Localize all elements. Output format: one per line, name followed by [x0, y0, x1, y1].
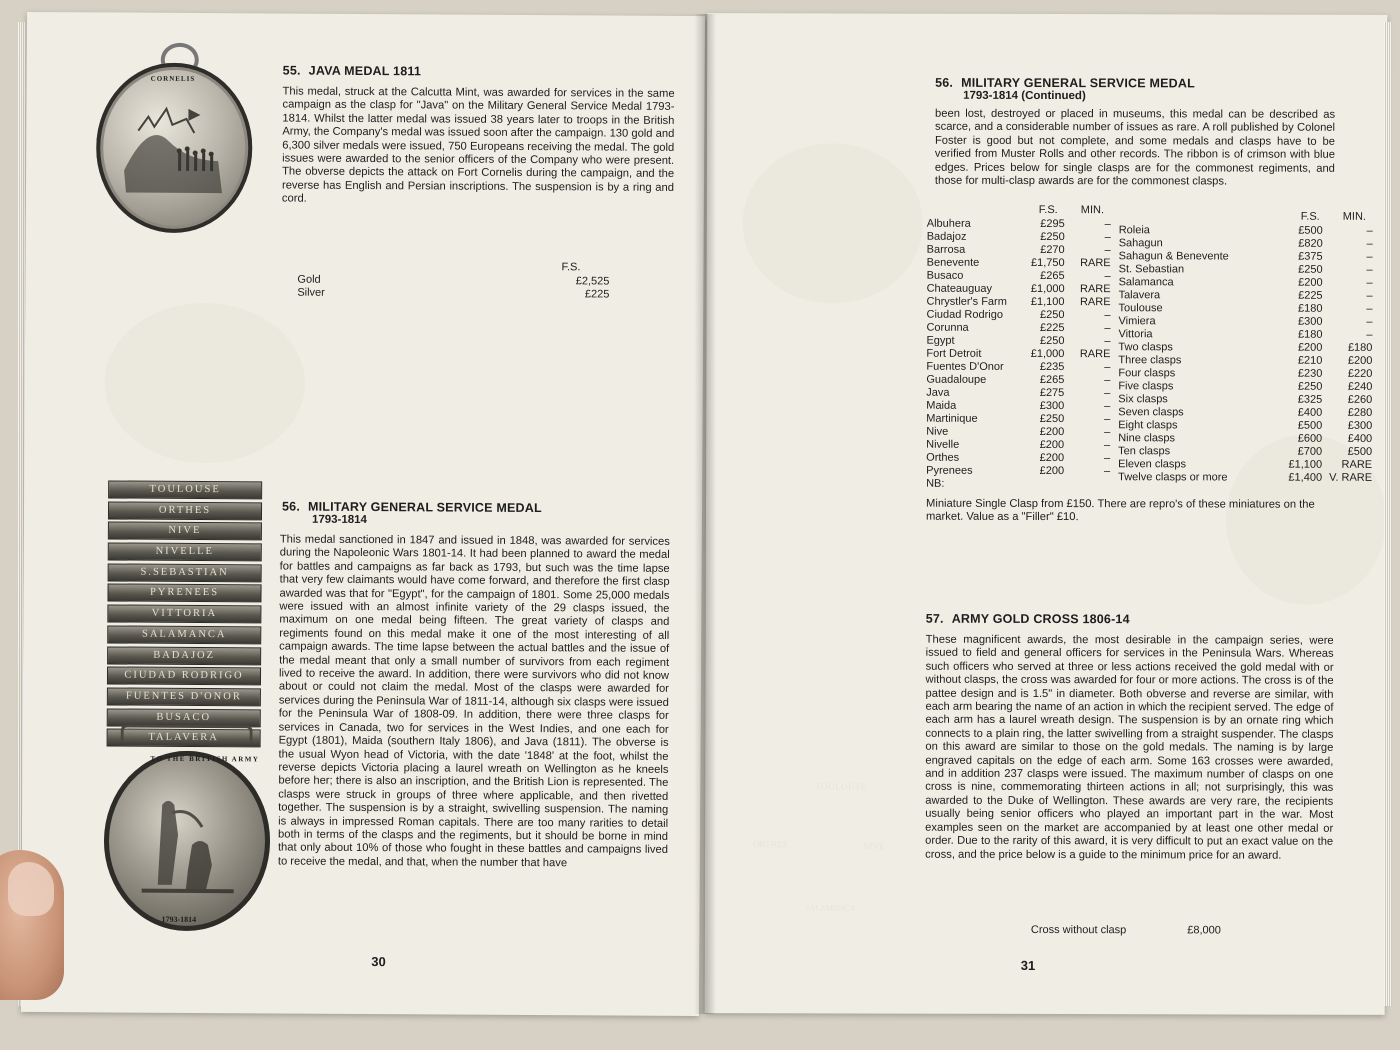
book-spine-shadow — [694, 14, 716, 1014]
table-cell: £180 — [1347, 341, 1373, 354]
table-cell: Albuhera — [926, 217, 971, 230]
java-body-text: This medal, struck at the Calcutta Mint, was awarded for services in the same campaign as the clasp for "Java" on the Military General Service Medal 1793-1814. Whilst the latter medal was issued 38 years later to troops in the British Army, the Company's medal was issued soon after the campaign. 130 gold and 6,300 silver medals were issued, 750 Europeans receiving the medal. The gold issues were awarded to the senior officers of the Company who were present. The obverse depicts the attack on Fort Cornelis during the campaign, and the reverse has English and Persian inscriptions. The suspension is by a ring and cord. — [281, 85, 675, 205]
price-label: Gold — [297, 273, 321, 286]
table-cell: – — [1366, 328, 1373, 341]
table-cell: Chateauguay — [926, 282, 993, 295]
table-cell: £1,100 — [1288, 458, 1323, 471]
table-cell: £200 — [1298, 276, 1323, 289]
table-cell: – — [1104, 244, 1111, 257]
table-cell: £250 — [1040, 308, 1065, 322]
table-cell: Pyrenees — [926, 464, 973, 477]
table-cell: Maida — [926, 399, 957, 412]
miniature-footnote: Miniature Single Clasp from £150. There are repro's of these miniatures on the market. Value as a "Filler" £10. — [925, 497, 1315, 524]
table-cell: £400 — [1347, 432, 1373, 445]
table-cell: Nive — [926, 425, 949, 438]
table-cell: Egypt — [926, 334, 955, 347]
mgs-body-text: This medal sanctioned in 1847 and issued in 1848, was awarded for services during the Napoleonic Wars 1801-14. It had been planned to award the medal for battles and campaigns as far back as 1793, but such was the time lapse that very few claimants would have come forward, and therefore the first clasp awarded was that for "Egypt", for the campaign of 1801. Some 25,000 medals were issued with an almost infinite variety of the 29 clasps issued, the maximum on one medal being fifteen. The great variety of clasps and regiments found on this medal make it one of the most interesting of all campaign awards. The time lapse between the actual battles and the issue of the medal meant that only a small number of survivors from each regiment lived to receive the award. In addition, there were survivors who did not know about or could not claim the medal. Most of the clasps were awarded for services during the Peninsula War of 1811-14, although six clasps were issued for the Peninsula War of 1808-09. In addition, there were three clasps for services in Canada, two for services in the West Indies, and one each for Egypt (1801), Maida (southern Italy 1806), and Java (1811). The obverse is the usual Wyon head of Victoria, with the date '1848' at the foot, whilst the reverse depicts Victoria placing a laurel wreath on Wellington as he kneels before her; there is also an inscription, and the British Lion is represented. The clasps were struck in groups of three where applicable, and then rivetted together. The suspension is by a straight, swivelling suspension. The naming is always in impressed Roman capitals. There are too many rarities to detail both in terms of the clasps and the regiments, but it should be borne in mind that only about 10% of those who fought in these battles and campaigns lived to receive the medal, and that, when the number that have — [277, 533, 670, 870]
table-cell: – — [1104, 231, 1111, 244]
open-book — [18, 14, 1390, 1034]
table-cell: – — [1366, 302, 1373, 315]
table-cell: Corunna — [926, 321, 969, 334]
clasp-bar: TOULOUSE — [108, 480, 262, 499]
clasp-bar: BUSACO — [107, 708, 261, 727]
table-cell: Talavera — [1118, 289, 1161, 302]
table-cell: £820 — [1298, 237, 1323, 250]
table-cell: V. RARE — [1329, 471, 1373, 484]
table-right-fs-col — [1272, 225, 1323, 485]
table-cell: £500 — [1347, 445, 1373, 458]
table-cell: £200 — [1039, 464, 1065, 478]
table-cell: £300 — [1039, 399, 1065, 413]
java-medal-legend: CORNELIS — [150, 74, 196, 83]
mgs-medal-date: 1793-1814 — [161, 914, 197, 924]
table-cell: Benevente — [926, 256, 980, 269]
table-cell: – — [1104, 413, 1111, 426]
table-cell: Toulouse — [1118, 302, 1163, 315]
cross-arm-right-label: NIVE — [863, 841, 885, 852]
table-cell: £300 — [1347, 419, 1373, 432]
mgs-cont-heading — [935, 76, 1195, 91]
table-cell: £200 — [1039, 438, 1065, 452]
thumbnail — [8, 862, 54, 916]
table-cell: Nivelle — [926, 438, 960, 451]
table-cell: £325 — [1297, 393, 1323, 406]
table-cell: £200 — [1347, 354, 1373, 367]
table-cell: £200 — [1039, 425, 1065, 439]
table-cell: £225 — [1039, 321, 1065, 335]
table-cell: £400 — [1297, 406, 1323, 419]
table-cell: Java — [926, 386, 950, 399]
table-cell: St. Sebastian — [1118, 263, 1185, 276]
table-cell: Vittoria — [1118, 328, 1153, 341]
price-value: £2,525 — [575, 275, 610, 288]
table-cell: £300 — [1298, 315, 1323, 328]
fs-header-label: F.S. — [561, 261, 581, 274]
bleed-through-shadow — [743, 143, 923, 303]
table-cell: Two clasps — [1118, 341, 1173, 354]
left-page — [21, 12, 705, 1016]
table-cell: £265 — [1040, 269, 1065, 283]
table-cell: – — [1104, 452, 1111, 465]
clasp-bar: BADAJOZ — [107, 646, 261, 665]
mgs-suspender — [121, 725, 253, 743]
table-cell: £250 — [1297, 380, 1323, 393]
table-cell: £220 — [1347, 367, 1373, 380]
table-cell: – — [1104, 387, 1111, 400]
mgs-price-table — [926, 204, 1373, 495]
table-cell: £265 — [1039, 373, 1065, 387]
table-cell: £225 — [1298, 289, 1323, 302]
table-cell: Salamanca — [1118, 276, 1174, 289]
mgs-section-number: 56. — [282, 499, 301, 514]
table-cell: – — [1104, 426, 1111, 439]
java-price-row — [297, 287, 609, 301]
table-cell: £230 — [1297, 367, 1323, 380]
mgs-clasp-stack — [107, 480, 263, 750]
table-cell: Sahagun & Benevente — [1118, 250, 1229, 263]
page-number-left: 30 — [371, 954, 386, 970]
table-cell: £600 — [1297, 432, 1323, 445]
col-fs-header-right: F.S. — [1300, 210, 1320, 223]
clasp-bar: TALAVERA — [107, 729, 261, 748]
mgs-cont-section-number: 56. — [935, 75, 954, 90]
table-cell: RARE — [1079, 296, 1111, 309]
clasp-bar: PYRENEES — [107, 584, 261, 603]
table-cell: – — [1104, 309, 1111, 322]
table-cell: £1,000 — [1030, 347, 1065, 361]
table-cell: – — [1366, 289, 1373, 302]
table-cell: NB: — [926, 477, 945, 490]
agc-price-row — [1031, 924, 1221, 936]
table-cell: £375 — [1298, 250, 1323, 263]
table-cell: RARE — [1079, 348, 1111, 361]
table-cell: £1,750 — [1030, 256, 1065, 270]
java-title: JAVA MEDAL 1811 — [308, 63, 422, 79]
java-section-number: 55. — [282, 63, 301, 78]
table-cell: Sahagun — [1118, 237, 1163, 250]
table-cell: Orthes — [926, 451, 960, 464]
table-cell: – — [1104, 270, 1111, 283]
table-cell: Ciudad Rodrigo — [926, 308, 1003, 321]
table-cell: £1,400 — [1288, 471, 1323, 484]
cross-arm-left-label: ORTHES — [753, 839, 788, 850]
table-cell: – — [1104, 361, 1111, 374]
table-cell: £250 — [1040, 230, 1065, 244]
bleed-through-shadow — [104, 302, 305, 463]
clasp-bar: FUENTES D'ONOR — [107, 687, 261, 706]
mgs-medal-legend: TO THE BRITISH ARMY — [150, 754, 260, 764]
agc-body-text: These magnificent awards, the most desirable in the campaign series, were issued to field and general officers for services in the Peninsula Wars. Whereas such officers who served at three or less actions received the gold medal with or without clasps, the cross was awarded for four or more actions. The cross is of the pattee design and is 1.5" in diameter. Both obverse and reverse are similar, with each arm bearing the name of an action in which the recipient served. The edge of each arm has a laurel wreath design. The suspension is by an ornate ring which connects to a plain ring, the latter swivelling from a straight suspender. The clasps on this award are similar to those on the gold medals. The naming is by large engraved capitals on the edge of each arm. Some 163 crosses were awarded, and in addition 237 clasps were issued. The maximum number of clasps on one cross is nine, commemorating thirteen actions in all; not surprisingly, this was awarded to the Duke of Wellington. These awards are very rare, the recipients usually being senior officers who played an important part in the war. Most examples seen on the market are accompanied by at least one other medal or order. Due to the rarity of this award, it is very difficult to put an exact value on the cross, and the price below is a guide to the minimum price for an award. — [925, 633, 1334, 862]
right-page — [705, 13, 1388, 1015]
table-cell: Eleven clasps — [1118, 458, 1187, 471]
table-cell: £250 — [1298, 263, 1323, 276]
price-label: Silver — [297, 286, 325, 299]
mgs-cont-title: MILITARY GENERAL SERVICE MEDAL — [961, 75, 1195, 91]
table-cell: Six clasps — [1118, 393, 1168, 406]
price-value: £225 — [584, 288, 610, 301]
table-cell: £200 — [1297, 341, 1323, 354]
table-cell: £250 — [1039, 412, 1065, 426]
table-cell: Four clasps — [1118, 367, 1176, 380]
table-cell: Eight clasps — [1118, 419, 1178, 432]
agc-section-number: 57. — [925, 611, 944, 626]
table-cell: – — [1366, 315, 1373, 328]
table-cell: £250 — [1039, 334, 1065, 348]
table-cell: – — [1366, 276, 1373, 289]
table-cell: Nine clasps — [1118, 432, 1176, 445]
table-cell: Guadaloupe — [926, 373, 987, 386]
table-cell: £295 — [1040, 217, 1065, 231]
col-fs-header-left: F.S. — [1038, 203, 1058, 217]
cross-arm-top-label: TOULOUSE — [815, 781, 867, 792]
clasp-bar: VITTORIA — [107, 605, 261, 624]
table-cell: £1,100 — [1030, 295, 1065, 309]
mgs-cont-body-text: been lost, destroyed or placed in museums, this medal can be described as scarce, and a considerable number of issues as rare. A roll published by Colonel Foster is good but not complete, and some medals and clasps have to be verified from Muster Rolls and other records. The ribbon is of crimson with blue edges. Prices below for single clasps are for the commonest regiments, and those for multi-clasp awards are for the commonest clasps. — [934, 107, 1336, 188]
table-cell: £260 — [1347, 393, 1373, 406]
table-cell: Seven clasps — [1118, 406, 1184, 419]
table-cell: £275 — [1039, 386, 1065, 400]
table-cell: – — [1104, 322, 1111, 335]
table-cell: – — [1104, 439, 1111, 452]
col-min-header-right: MIN. — [1342, 210, 1367, 223]
mgs-subtitle: 1793-1814 — [311, 513, 367, 527]
table-cell: £280 — [1347, 406, 1373, 419]
price-label: Cross without clasp — [1030, 923, 1127, 937]
table-right-clasp-col — [1118, 224, 1269, 484]
table-cell: Three clasps — [1118, 354, 1182, 367]
table-cell: £210 — [1297, 354, 1323, 367]
clasp-bar: S.SEBASTIAN — [108, 563, 262, 582]
table-cell: Fuentes D'Onor — [926, 360, 1004, 373]
table-cell: Roleia — [1118, 224, 1150, 237]
col-min-header-left: MIN. — [1080, 204, 1105, 217]
table-cell: £500 — [1297, 419, 1323, 432]
table-cell: Ten clasps — [1118, 445, 1171, 458]
table-cell: Fort Detroit — [926, 347, 982, 360]
table-cell: Five clasps — [1118, 380, 1174, 393]
table-cell: RARE — [1080, 283, 1111, 296]
table-cell: £240 — [1347, 380, 1373, 393]
table-cell: – — [1366, 250, 1373, 263]
table-cell: £180 — [1298, 302, 1323, 315]
table-cell: £700 — [1297, 445, 1323, 458]
table-cell: Vimiera — [1118, 315, 1156, 328]
table-cell: £1,000 — [1030, 282, 1065, 296]
clasp-bar: CIUDAD RODRIGO — [107, 667, 261, 686]
table-cell: Busaco — [926, 269, 964, 282]
table-cell: £270 — [1040, 243, 1065, 257]
agc-title: ARMY GOLD CROSS 1806-14 — [951, 611, 1130, 627]
table-cell: – — [1104, 400, 1111, 413]
table-left-fs-col — [1018, 218, 1065, 478]
table-cell: – — [1103, 465, 1111, 478]
table-cell: £180 — [1297, 328, 1323, 341]
page-number-right: 31 — [1020, 957, 1036, 973]
clasp-bar: NIVELLE — [108, 543, 262, 562]
mgs-medal-figures — [132, 785, 245, 906]
table-cell: RARE — [1341, 458, 1373, 471]
table-cell: Badajoz — [926, 230, 967, 243]
cross-arm-bottom-label: SALAMANCA — [804, 903, 856, 913]
clasp-bar: SALAMANCA — [107, 625, 261, 644]
mgs-cont-subtitle: 1793-1814 (Continued) — [963, 89, 1086, 103]
clasp-bar: NIVE — [108, 522, 262, 541]
table-cell: – — [1104, 335, 1111, 348]
table-cell: – — [1366, 224, 1373, 237]
table-cell: Chrystler's Farm — [926, 295, 1007, 308]
java-price-row — [297, 274, 609, 288]
price-value: £8,000 — [1187, 924, 1221, 937]
table-cell: £235 — [1039, 360, 1065, 374]
java-heading — [283, 64, 421, 79]
table-cell: – — [1366, 237, 1373, 250]
table-cell: – — [1104, 218, 1111, 231]
java-fs-header — [561, 261, 580, 273]
agc-heading — [926, 612, 1130, 627]
clasp-bar: ORTHES — [108, 501, 262, 520]
table-cell: Twelve clasps or more — [1118, 471, 1228, 484]
table-cell: £200 — [1039, 451, 1065, 465]
table-cell: Martinique — [926, 412, 978, 425]
table-cell: £500 — [1298, 224, 1323, 237]
mgs-title: MILITARY GENERAL SERVICE MEDAL — [307, 499, 542, 516]
table-cell: RARE — [1080, 257, 1111, 270]
page-edges-right — [1384, 22, 1392, 1006]
table-cell: – — [1104, 374, 1111, 387]
java-medal-battle-scene — [118, 100, 231, 197]
table-cell: – — [1366, 263, 1373, 276]
table-cell: Barrosa — [926, 243, 966, 256]
table-left-min-col — [1066, 218, 1111, 478]
table-right-min-col — [1324, 225, 1373, 485]
